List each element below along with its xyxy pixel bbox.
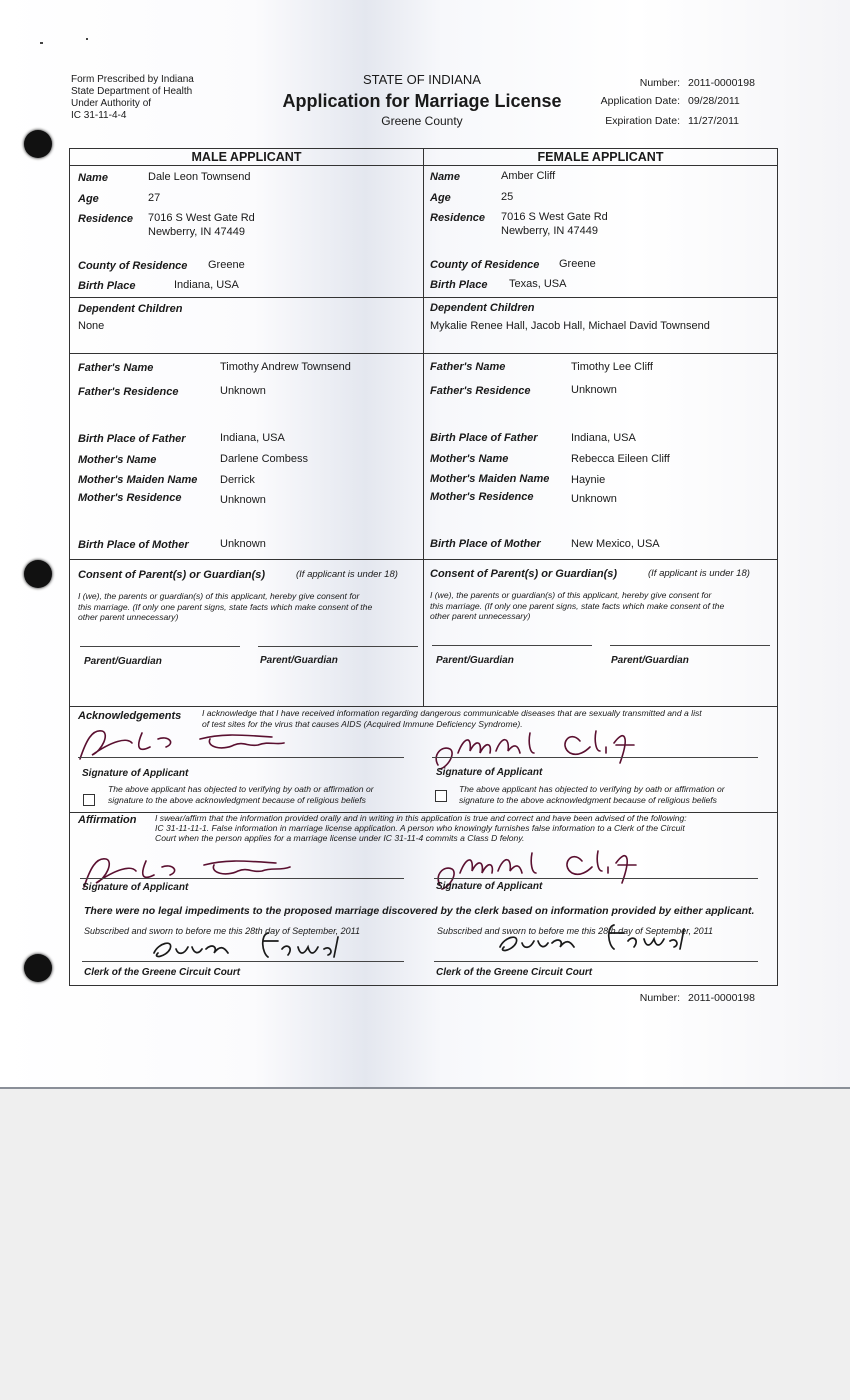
female-consent-title: Consent of Parent(s) or Guardian(s): [430, 568, 618, 580]
ack-text-line: of test sites for the virus that causes AIDS (Acquired Immune Deficiency Syndrome).: [202, 718, 523, 729]
male-residence-label: Residence: [78, 213, 134, 225]
female-consent-text: [430, 590, 775, 622]
objection-text-line: signature to the above acknowledgment because of religious beliefs: [459, 794, 717, 805]
application-date-label: Application Date:: [600, 95, 680, 107]
consent-text-line: other parent unnecessary): [78, 612, 179, 622]
female-residence-line1: 7016 S West Gate Rd: [501, 211, 608, 223]
female-ack-signature-label: Signature of Applicant: [436, 767, 543, 778]
male-clerk-label: Clerk of the Greene Circuit Court: [84, 967, 241, 978]
male-applicant-heading: MALE APPLICANT: [191, 150, 302, 164]
female-clerk-signature-line[interactable]: [434, 961, 758, 962]
consent-text-line: I (we), the parents or guardian(s) of this applicant, hereby give consent for: [78, 591, 360, 601]
male-fathers-residence-value: Unknown: [220, 385, 266, 397]
affirmation-title: Affirmation: [78, 814, 137, 826]
male-mothers-residence-value: Unknown: [220, 494, 266, 506]
male-birth-place-value: Indiana, USA: [174, 279, 239, 291]
binder-hole-middle: [24, 560, 52, 588]
state-heading: STATE OF INDIANA: [363, 72, 481, 87]
consent-text-line: other parent unnecessary): [430, 611, 531, 621]
female-dependent-children-label: Dependent Children: [430, 302, 535, 314]
female-religious-objection-checkbox[interactable]: [435, 790, 447, 802]
female-fathers-name-label: Father's Name: [430, 361, 506, 373]
male-county-label: County of Residence: [78, 260, 188, 272]
male-county-value: Greene: [208, 259, 245, 271]
male-residence-line1: 7016 S West Gate Rd: [148, 212, 255, 224]
affirmation-text-line: Court when the person applies for a marriage license under IC 31-11-4 commits a Class D felony.: [155, 833, 525, 843]
male-mothers-maiden-value: Derrick: [220, 474, 255, 486]
acknowledgements-title: Acknowledgements: [78, 710, 182, 722]
male-name-label: Name: [78, 172, 108, 184]
male-mothers-name-label: Mother's Name: [78, 454, 157, 466]
consent-text-line: this marriage. (If only one parent signs, state facts which make consent of the: [430, 600, 725, 611]
prescribed-line: IC 31-11-4-4: [71, 110, 127, 121]
female-birth-place-label: Birth Place: [430, 279, 488, 291]
male-age-label: Age: [78, 193, 99, 205]
male-acknowledgement-signature: [72, 721, 302, 767]
binder-hole-top: [24, 130, 52, 158]
female-age-label: Age: [430, 192, 451, 204]
column-divider: [423, 149, 424, 706]
male-affirmation-signature-label: Signature of Applicant: [82, 882, 189, 893]
female-parent-signature-line-1[interactable]: [432, 645, 592, 646]
female-residence-label: Residence: [430, 212, 486, 224]
female-clerk-label: Clerk of the Greene Circuit Court: [436, 967, 593, 978]
female-applicant-heading: FEMALE APPLICANT: [537, 150, 664, 164]
female-parent-guardian-label-2: Parent/Guardian: [611, 655, 689, 666]
male-parent-guardian-label-2: Parent/Guardian: [260, 655, 338, 666]
female-mothers-residence-label: Mother's Residence: [430, 491, 534, 503]
application-date-value: 09/28/2011: [688, 95, 740, 107]
female-residence-line2: Newberry, IN 47449: [501, 225, 599, 237]
male-parent-guardian-label-1: Parent/Guardian: [84, 656, 162, 667]
female-birth-place-mother-value: New Mexico, USA: [571, 538, 660, 550]
male-birth-place-mother-label: Birth Place of Mother: [78, 539, 189, 551]
male-religious-objection-checkbox[interactable]: [83, 794, 95, 806]
female-birth-place-father-value: Indiana, USA: [571, 432, 636, 444]
footer-number-value: 2011-0000198: [688, 992, 755, 1004]
expiration-date-value: 11/27/2011: [688, 115, 739, 127]
male-religious-objection-text: [108, 784, 408, 805]
female-dependent-children-value: Mykalie Renee Hall, Jacob Hall, Michael David Townsend: [430, 320, 710, 332]
male-residence-line2: Newberry, IN 47449: [148, 226, 246, 238]
female-subscribed-text: Subscribed and sworn to before me this 28th day of September, 2011: [437, 926, 714, 936]
male-birth-place-father-value: Indiana, USA: [220, 432, 285, 444]
male-birth-place-father-label: Birth Place of Father: [78, 433, 186, 445]
female-mothers-name-label: Mother's Name: [430, 453, 509, 465]
male-mothers-name-value: Darlene Combess: [220, 453, 309, 465]
affirmation-text-line: IC 31-11-11-1. False information in marriage license application. A person who knowingly furnishes false information to a Clerk of the Circuit: [155, 823, 685, 833]
objection-text-line: signature to the above acknowledgment because of religious beliefs: [108, 794, 366, 805]
consent-text-line: I (we), the parents or guardian(s) of this applicant, hereby give consent for: [430, 590, 712, 600]
male-fathers-name-value: Timothy Andrew Townsend: [220, 361, 351, 373]
female-affirmation-signature-line[interactable]: [434, 878, 758, 879]
female-parent-guardian-label-1: Parent/Guardian: [436, 655, 514, 666]
male-dependent-children-label: Dependent Children: [78, 303, 183, 315]
male-mothers-residence-label: Mother's Residence: [78, 492, 182, 504]
male-birth-place-mother-value: Unknown: [220, 538, 266, 550]
male-subscribed-text: Subscribed and sworn to before me this 28th day of September, 2011: [84, 926, 361, 936]
female-affirmation-signature-label: Signature of Applicant: [436, 881, 543, 892]
female-birth-place-father-label: Birth Place of Father: [430, 432, 538, 444]
number-value: 2011-0000198: [688, 77, 755, 89]
female-parent-signature-line-2[interactable]: [610, 645, 770, 646]
male-age-value: 27: [148, 192, 161, 204]
male-consent-title: Consent of Parent(s) or Guardian(s): [78, 569, 266, 581]
affirmation-text-line: I swear/affirm that the information provided orally and in writing in this application is true and correct and have been advised of the following:: [155, 813, 687, 823]
binder-hole-bottom: [24, 954, 52, 982]
female-ack-signature-line[interactable]: [432, 757, 758, 758]
female-fathers-residence-value: Unknown: [571, 384, 617, 396]
female-county-value: Greene: [559, 258, 596, 270]
female-religious-objection-text: [459, 784, 777, 805]
female-mothers-residence-value: Unknown: [571, 493, 617, 505]
female-acknowledgement-signature: [430, 723, 660, 773]
female-birth-place-mother-label: Birth Place of Mother: [430, 538, 541, 550]
female-name-value: Amber Cliff: [501, 170, 556, 182]
male-parent-signature-line-1[interactable]: [80, 646, 240, 647]
male-ack-signature-label: Signature of Applicant: [82, 768, 189, 779]
clerk-signature-right: [494, 919, 694, 959]
male-affirmation-signature-line[interactable]: [80, 878, 404, 879]
female-mothers-maiden-label: Mother's Maiden Name: [430, 473, 550, 485]
male-fathers-residence-label: Father's Residence: [78, 386, 179, 398]
prescribed-by-block: [71, 74, 194, 122]
male-consent-text: [78, 591, 418, 623]
male-dependent-children-value: None: [78, 320, 105, 332]
female-mothers-name-value: Rebecca Eileen Cliff: [571, 453, 670, 465]
application-form: [69, 148, 778, 986]
ack-text-line: I acknowledge that I have received information regarding dangerous communicable diseases that are sexually transmitted and a list: [202, 708, 702, 718]
female-fathers-residence-label: Father's Residence: [430, 385, 531, 397]
male-mothers-maiden-label: Mother's Maiden Name: [78, 474, 198, 486]
consent-text-line: this marriage. (If only one parent signs, state facts which make consent of the: [78, 601, 373, 612]
female-fathers-name-value: Timothy Lee Cliff: [571, 361, 653, 373]
male-name-value: Dale Leon Townsend: [148, 171, 251, 183]
female-birth-place-value: Texas, USA: [509, 278, 567, 290]
male-clerk-signature-line[interactable]: [82, 961, 404, 962]
female-county-label: County of Residence: [430, 259, 540, 271]
prescribed-line: Under Authority of: [71, 98, 152, 109]
expiration-date-label: Expiration Date:: [605, 115, 680, 127]
female-mothers-maiden-value: Haynie: [571, 474, 606, 486]
footer-number-label: Number:: [639, 992, 680, 1004]
divider: [70, 706, 777, 707]
scan-speck: [86, 38, 88, 40]
county-heading: Greene County: [381, 114, 463, 128]
female-name-label: Name: [430, 171, 460, 183]
male-parent-signature-line-2[interactable]: [258, 646, 418, 647]
scan-speck: [40, 42, 43, 44]
male-ack-signature-line[interactable]: [78, 757, 404, 758]
number-label: Number:: [639, 77, 680, 89]
female-age-value: 25: [501, 191, 514, 203]
male-fathers-name-label: Father's Name: [78, 362, 154, 374]
no-impediments-statement: There were no legal impediments to the proposed marriage discovered by the clerk based on information provided by either applicant.: [84, 905, 755, 917]
male-consent-note: (If applicant is under 18): [296, 569, 398, 580]
prescribed-line: Form Prescribed by Indiana: [71, 74, 194, 85]
clerk-signature-left: [148, 925, 348, 965]
affirmation-text: [155, 813, 777, 843]
objection-text-line: The above applicant has objected to verifying by oath or affirmation or: [459, 784, 725, 794]
page-title: Application for Marriage License: [282, 91, 562, 111]
female-consent-note: (If applicant is under 18): [648, 568, 750, 579]
prescribed-line: State Department of Health: [71, 86, 193, 97]
objection-text-line: The above applicant has objected to verifying by oath or affirmation or: [108, 784, 374, 794]
male-birth-place-label: Birth Place: [78, 280, 136, 292]
